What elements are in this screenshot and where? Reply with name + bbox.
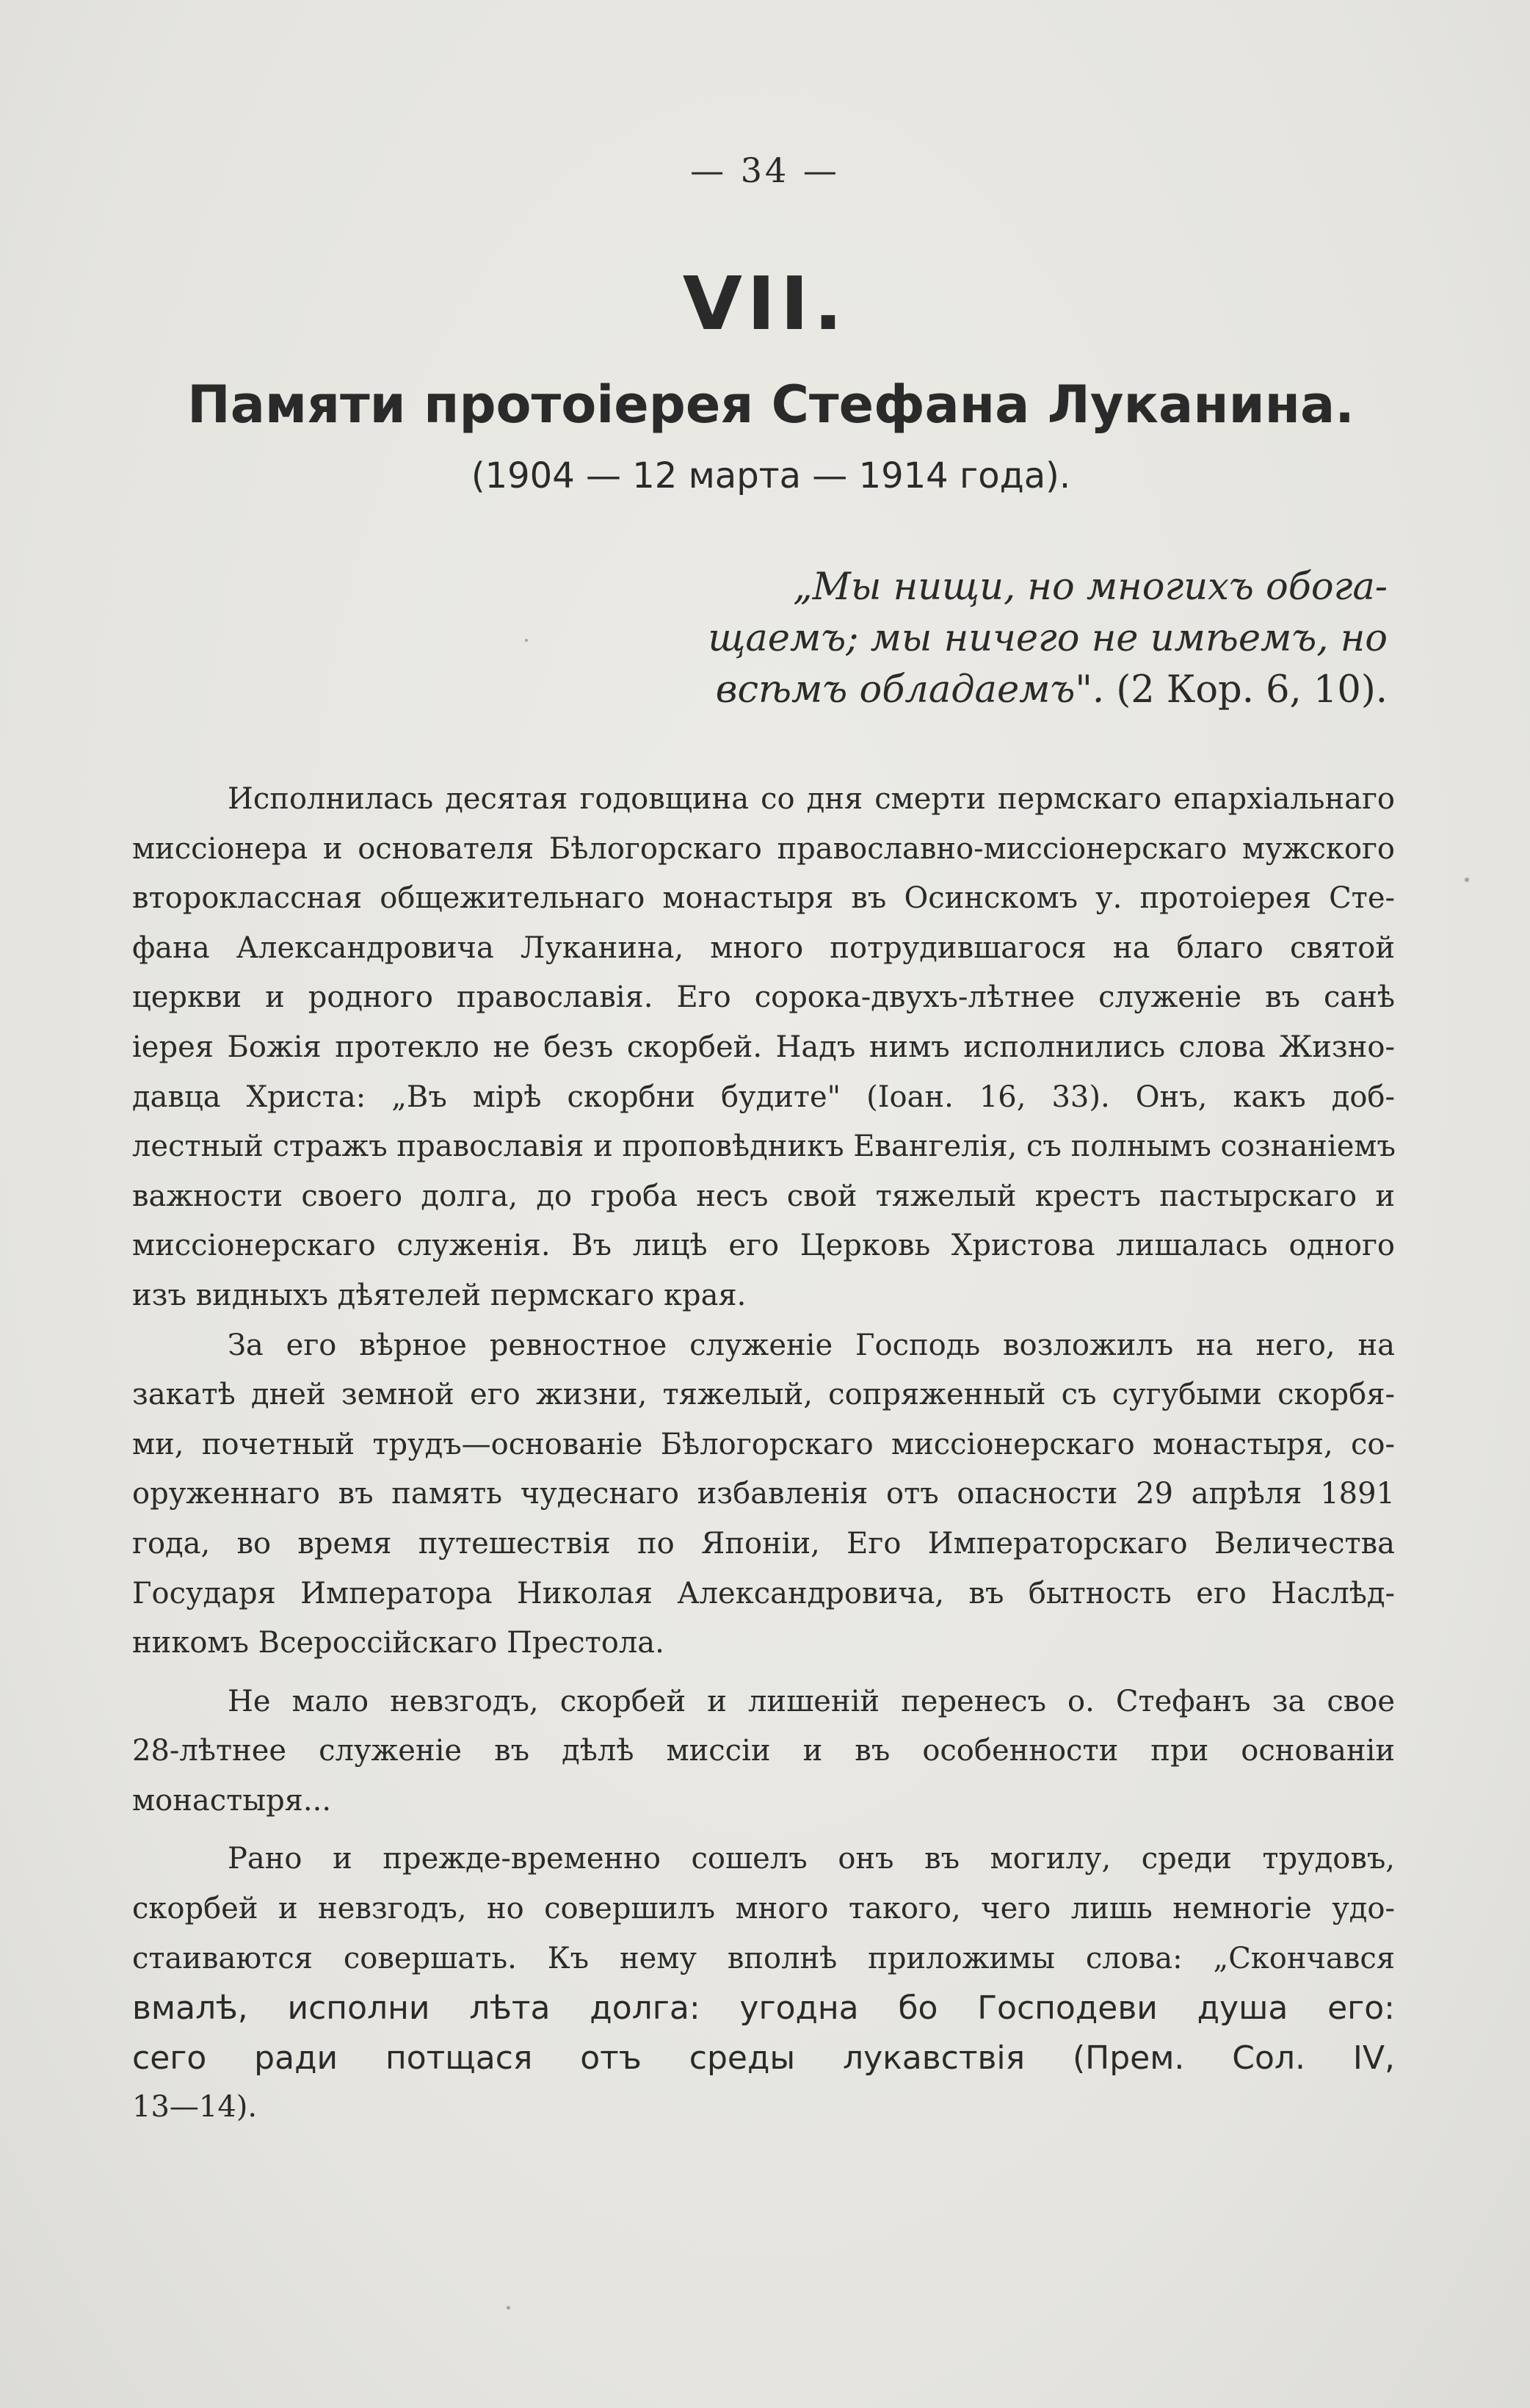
- text-line: За его вѣрное ревностное служеніе Господь возложилъ на него, на: [228, 1328, 1395, 1362]
- text-line: Государя Императора Николая Александровича, въ бытность его Наслѣд-: [132, 1576, 1395, 1610]
- text-line: 28-лѣтнее служеніе въ дѣлѣ миссіи и въ особенности при основаніи: [132, 1734, 1395, 1768]
- text-line: стаиваются совершать. Къ нему вполнѣ приложимы слова: „Скончався: [132, 1941, 1395, 1975]
- text-line: 13—14).: [132, 2090, 258, 2125]
- paragraph-3: [132, 1677, 1395, 1826]
- epigraph-line: щаемъ; мы ничего не имѣемъ, но: [708, 617, 1388, 660]
- text-line: фана Александровича Луканина, много потрудившагося на благо святой: [132, 930, 1395, 965]
- text-line: Исполнилась десятая годовщина со дня смерти пермскаго епархіальнаго: [228, 782, 1395, 816]
- epigraph-reference: (2 Кор. 6, 10).: [1116, 668, 1388, 712]
- text-line: миссіонерскаго служенія. Въ лицѣ его Церковь Христова лишалась одного: [132, 1229, 1395, 1263]
- text-line: важности своего долга, до гроба несъ свой тяжелый крестъ пастырскаго и: [132, 1179, 1395, 1213]
- text-line: сего ради потщася отъ среды лукавствія (Прем. Сол. IV,: [132, 2039, 1395, 2077]
- article-title: Памяти протоіерея Стефана Луканина.: [187, 375, 1355, 435]
- text-line: оруженнаго въ память чудеснаго избавленія отъ опасности 29 апрѣля 1891: [132, 1477, 1395, 1511]
- text-line: закатѣ дней земной его жизни, тяжелый, сопряженный съ сугубыми скорбя-: [132, 1378, 1395, 1412]
- epigraph: [664, 562, 1388, 716]
- epigraph-line: [664, 665, 1388, 716]
- paragraph-1: [132, 775, 1395, 1321]
- text-line: лестный стражъ православія и проповѣдникъ Евангелія, съ полнымъ сознаніемъ: [132, 1129, 1396, 1164]
- text-line: изъ видныхъ дѣятелей пермскаго края.: [132, 1278, 747, 1312]
- text-line: года, во время путешествія по Японіи, Его Императорскаго Величества: [132, 1526, 1395, 1561]
- text-line: церкви и родного православія. Его сорока-двухъ-лѣтнее служеніе въ санѣ: [132, 980, 1395, 1015]
- text-line: Рано и прежде-временно сошелъ онъ въ могилу, среди трудовъ,: [228, 1842, 1395, 1876]
- epigraph-line: „Мы нищи, но многихъ обога-: [793, 565, 1388, 609]
- paper-speck: [1465, 878, 1469, 882]
- paper-speck: [507, 2306, 510, 2310]
- text-line: давца Христа: „Въ мірѣ скорбни будите" (Іоан. 16, 33). Онъ, какъ доб-: [132, 1080, 1395, 1114]
- page-number: — 34 —: [690, 151, 840, 190]
- text-line: миссіонера и основателя Бѣлогорскаго православно-миссіонерскаго мужского: [132, 831, 1395, 866]
- article-body: [132, 775, 1395, 2133]
- text-line: Не мало невзгодъ, скорбей и лишеній перенесъ о. Стефанъ за свое: [228, 1684, 1395, 1718]
- article-dates: (1904 — 12 марта — 1914 года).: [471, 455, 1071, 496]
- text-line: никомъ Всероссійскаго Престола.: [132, 1626, 664, 1660]
- epigraph-line-text: всѣмъ обладаемъ".: [715, 668, 1105, 712]
- paper-speck: [525, 639, 528, 642]
- chapter-number: VII.: [682, 261, 848, 347]
- text-line: вмалѣ, исполни лѣта долга: угодна бо Господеви душа его:: [132, 1989, 1395, 2028]
- paragraph-2: [132, 1321, 1395, 1668]
- text-line: второклассная общежительнаго монастыря въ Осинскомъ у. протоіерея Сте-: [132, 881, 1395, 916]
- text-line: монастыря...: [132, 1783, 332, 1818]
- paragraph-4: [132, 1834, 1395, 2133]
- text-line: ми, почетный трудъ—основаніе Бѣлогорскаго миссіонерскаго монастыря, со-: [132, 1427, 1395, 1461]
- text-line: скорбей и невзгодъ, но совершилъ много такого, чего лишь немногіе удо-: [132, 1892, 1395, 1926]
- text-line: іерея Божія протекло не безъ скорбей. Надъ нимъ исполнились слова Жизно-: [132, 1030, 1395, 1064]
